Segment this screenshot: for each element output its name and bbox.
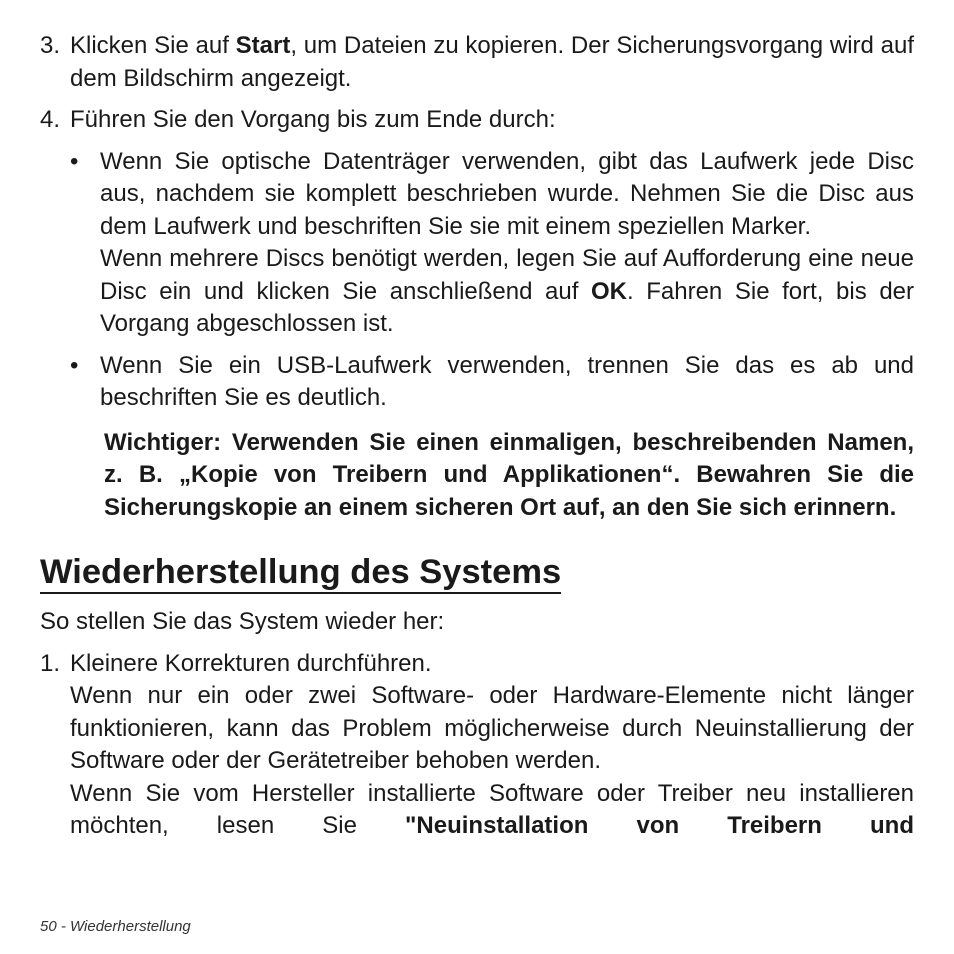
bullet-text-continued: Wenn mehrere Discs benötigt werden, legen Sie auf Aufforderung eine neue Disc ein und klicken Sie anschließend auf OK. Fahren Sie fort, bis der Vorgang abgeschlossen ist. (100, 245, 915, 337)
bullet-optical (40, 146, 914, 341)
link-reference: "Neuinstallation von Treibern und (405, 812, 914, 839)
step-text: Führen Sie den Vorgang bis zum Ende durch: (70, 106, 556, 133)
page-content (40, 30, 914, 843)
step-number: 1. (40, 649, 61, 677)
bullet-text: Wenn Sie optische Datenträger verwenden, gibt das Laufwerk jede Disc aus, nachdem sie komplett beschrieben wurde. Nehmen Sie die Disc aus dem Laufwerk und beschriften Sie sie mit einem speziellen Marker. (100, 147, 914, 240)
step-title: Kleinere Korrekturen durchführen. (70, 649, 432, 677)
step-text: , um Dateien zu kopieren. Der Sicherungsvorgang wird auf dem Bildschirm angezeigt. (70, 32, 914, 92)
bullet-usb (40, 350, 914, 415)
bullet-icon: • (70, 147, 79, 175)
step-text: Wenn nur ein oder zwei Software- oder Hardware-Elemente nicht länger funktionieren, kann das Problem möglicherweise durch Neuinstallierung der Software oder der Gerätetreiber behoben werden. (70, 682, 914, 774)
bullet-text: Wenn Sie ein USB-Laufwerk verwenden, trennen Sie das es ab und beschriften Sie es deutlich. (100, 351, 914, 411)
bullet-icon: • (70, 351, 79, 379)
step-text-continued: Wenn Sie vom Hersteller installierte Software oder Treiber neu installieren möchten, lesen Sie "Neuinstallation von Treibern und (70, 779, 914, 839)
step-text: Klicken Sie auf (70, 32, 236, 59)
step-3 (40, 30, 914, 95)
step-number: 3. (40, 32, 61, 59)
step-4 (40, 104, 914, 137)
section-heading: Wiederherstellung des Systems (40, 552, 561, 594)
intro-text: So stellen Sie das System wieder her: (40, 608, 445, 635)
step-1 (40, 648, 914, 843)
page-footer: 50 - Wiederherstellung (40, 918, 191, 935)
step-number: 4. (40, 106, 61, 133)
start-label: Start (235, 32, 291, 59)
important-note: Wichtiger: Verwenden Sie einen einmaligen, beschreibenden Namen, z. B. „Kopie von Treibern und Applikationen“. Bewahren Sie die Sicherungskopie an einem sicheren Ort auf, an den Sie sich erinnern. (104, 428, 914, 521)
ok-label: OK (590, 277, 627, 305)
